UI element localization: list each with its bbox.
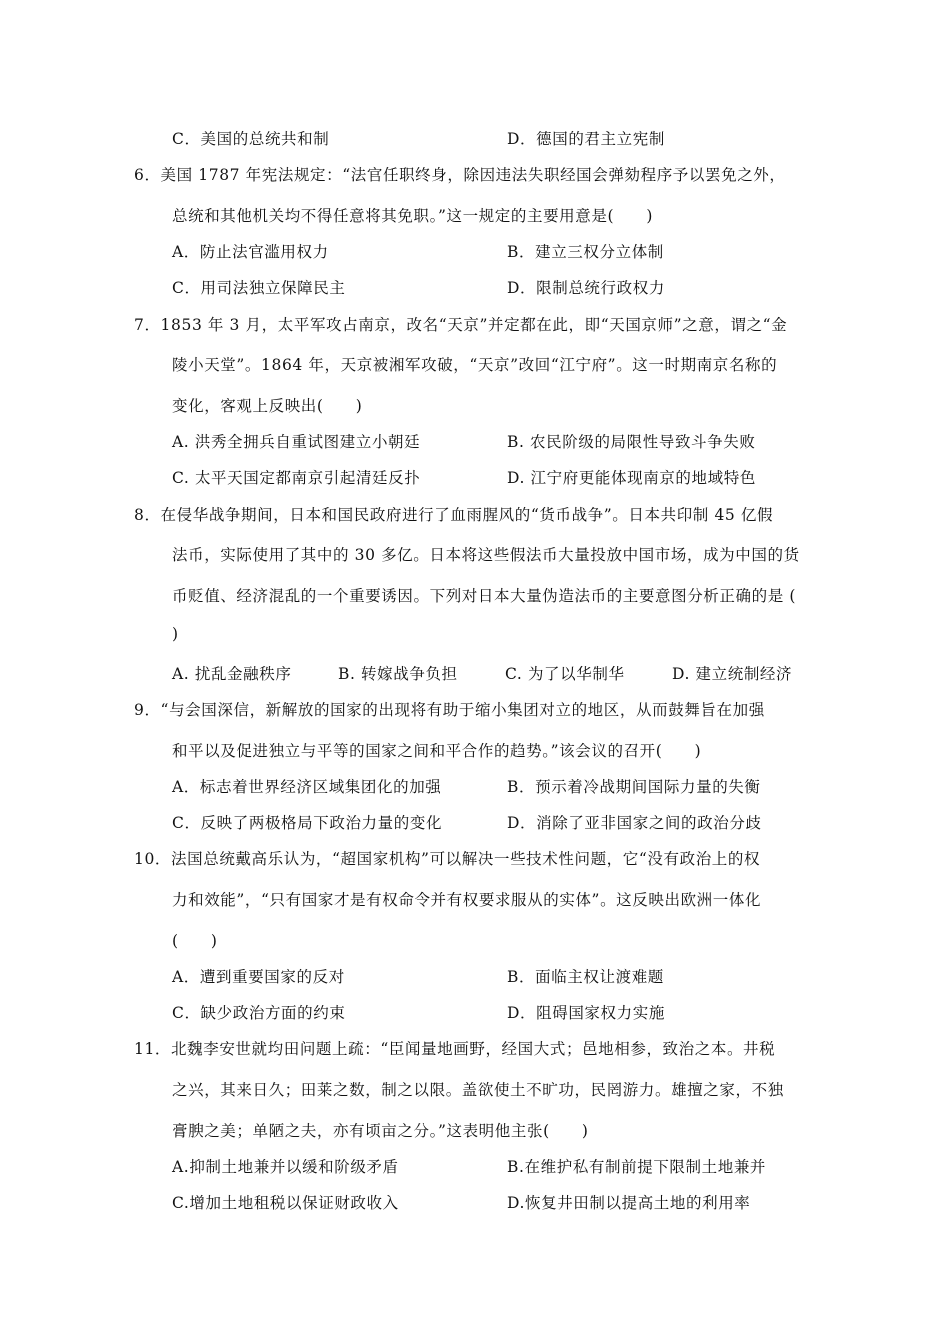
- q7-option-c: C. 太平天国定都南京引起清廷反扑: [172, 469, 421, 487]
- q6-option-c: C．用司法独立保障民主: [172, 279, 346, 297]
- q10-option-d: D．阻碍国家权力实施: [507, 1004, 665, 1022]
- q10-stem-line-1: 10．法国总统戴高乐认为，“超国家机构”可以解决一些技术性问题，它“没有政治上的权: [134, 850, 761, 868]
- q9-option-c: C．反映了两极格局下政治力量的变化: [172, 814, 443, 832]
- q10-stem-line-3: ( ): [172, 932, 218, 950]
- q8-stem-line-2: 法币，实际使用了其中的 30 多亿。日本将这些假法币大量投放中国市场，成为中国的货: [172, 546, 800, 564]
- q11-option-b: B.在维护私有制前提下限制土地兼并: [507, 1158, 767, 1176]
- q7-option-a: A. 洪秀全拥兵自重试图建立小朝廷: [172, 433, 421, 451]
- q11-option-a: A.抑制土地兼并以缓和阶级矛盾: [172, 1158, 399, 1176]
- q11-stem-line-2: 之兴，其来日久；田莱之数，制之以限。盖欲使土不旷功，民罔游力。雄擅之家，不独: [172, 1081, 784, 1099]
- q7-option-d: D. 江宁府更能体现南京的地域特色: [507, 469, 756, 487]
- q11-option-d: D.恢复井田制以提高土地的利用率: [507, 1194, 751, 1212]
- q10-stem-line-2: 力和效能”，“只有国家才是有权命令并有权要求服从的实体”。这反映出欧洲一体化: [172, 891, 762, 909]
- q7-stem-line-1: 7．1853 年 3 月，太平军攻占南京，改名“天京”并定都在此，即“天国京师”之意，谓之“金: [134, 316, 788, 334]
- q5-option-c: C．美国的总统共和制: [172, 130, 330, 148]
- q10-option-c: C．缺少政治方面的约束: [172, 1004, 346, 1022]
- q7-option-b: B. 农民阶级的局限性导致斗争失败: [507, 433, 756, 451]
- q11-stem-line-1: 11．北魏李安世就均田问题上疏：“臣闻量地画野，经国大式；邑地相参，致治之本。井税: [134, 1040, 776, 1058]
- q9-option-b: B．预示着冷战期间国际力量的失衡: [507, 778, 761, 796]
- q6-stem-line-2: 总统和其他机关均不得任意将其免职。”这一规定的主要用意是( ): [172, 207, 653, 225]
- q7-stem-line-3: 变化，客观上反映出( ): [172, 397, 363, 415]
- q6-option-b: B．建立三权分立体制: [507, 243, 664, 261]
- q8-option-a: A. 扰乱金融秩序: [172, 665, 292, 683]
- q11-option-c: C.增加土地租税以保证财政收入: [172, 1194, 399, 1212]
- q10-option-a: A．遭到重要国家的反对: [172, 968, 345, 986]
- q8-stem-line-3: 币贬值、经济混乱的一个重要诱因。下列对日本大量伪造法币的主要意图分析正确的是 (: [172, 587, 796, 605]
- q9-option-a: A．标志着世界经济区域集团化的加强: [172, 778, 442, 796]
- q8-stem-line-4: ): [172, 625, 179, 643]
- q9-stem-line-2: 和平以及促进独立与平等的国家之间和平合作的趋势。”该会议的召开( ): [172, 742, 702, 760]
- q9-option-d: D．消除了亚非国家之间的政治分歧: [507, 814, 762, 832]
- q8-option-c: C. 为了以华制华: [505, 665, 625, 683]
- q9-stem-line-1: 9．“与会国深信，新解放的国家的出现将有助于缩小集团对立的地区，从而鼓舞旨在加强: [134, 701, 765, 719]
- q11-stem-line-3: 膏腴之美；单陋之夫，亦有顷亩之分。”这表明他主张( ): [172, 1122, 589, 1140]
- q10-option-b: B．面临主权让渡难题: [507, 968, 664, 986]
- q6-option-d: D．限制总统行政权力: [507, 279, 665, 297]
- q6-option-a: A．防止法官滥用权力: [172, 243, 329, 261]
- q7-stem-line-2: 陵小天堂”。1864 年，天京被湘军攻破，“天京”改回“江宁府”。这一时期南京名称的: [172, 356, 778, 374]
- q8-option-d: D. 建立统制经济: [672, 665, 793, 683]
- q8-option-b: B. 转嫁战争负担: [338, 665, 458, 683]
- q5-option-d: D．德国的君主立宪制: [507, 130, 665, 148]
- q8-stem-line-1: 8．在侵华战争期间，日本和国民政府进行了血雨腥风的“货币战争”。日本共印制 45 亿假: [134, 506, 774, 524]
- q6-stem-line-1: 6．美国 1787 年宪法规定：“法官任职终身，除因违法失职经国会弹劾程序予以罢免之外，: [134, 166, 786, 184]
